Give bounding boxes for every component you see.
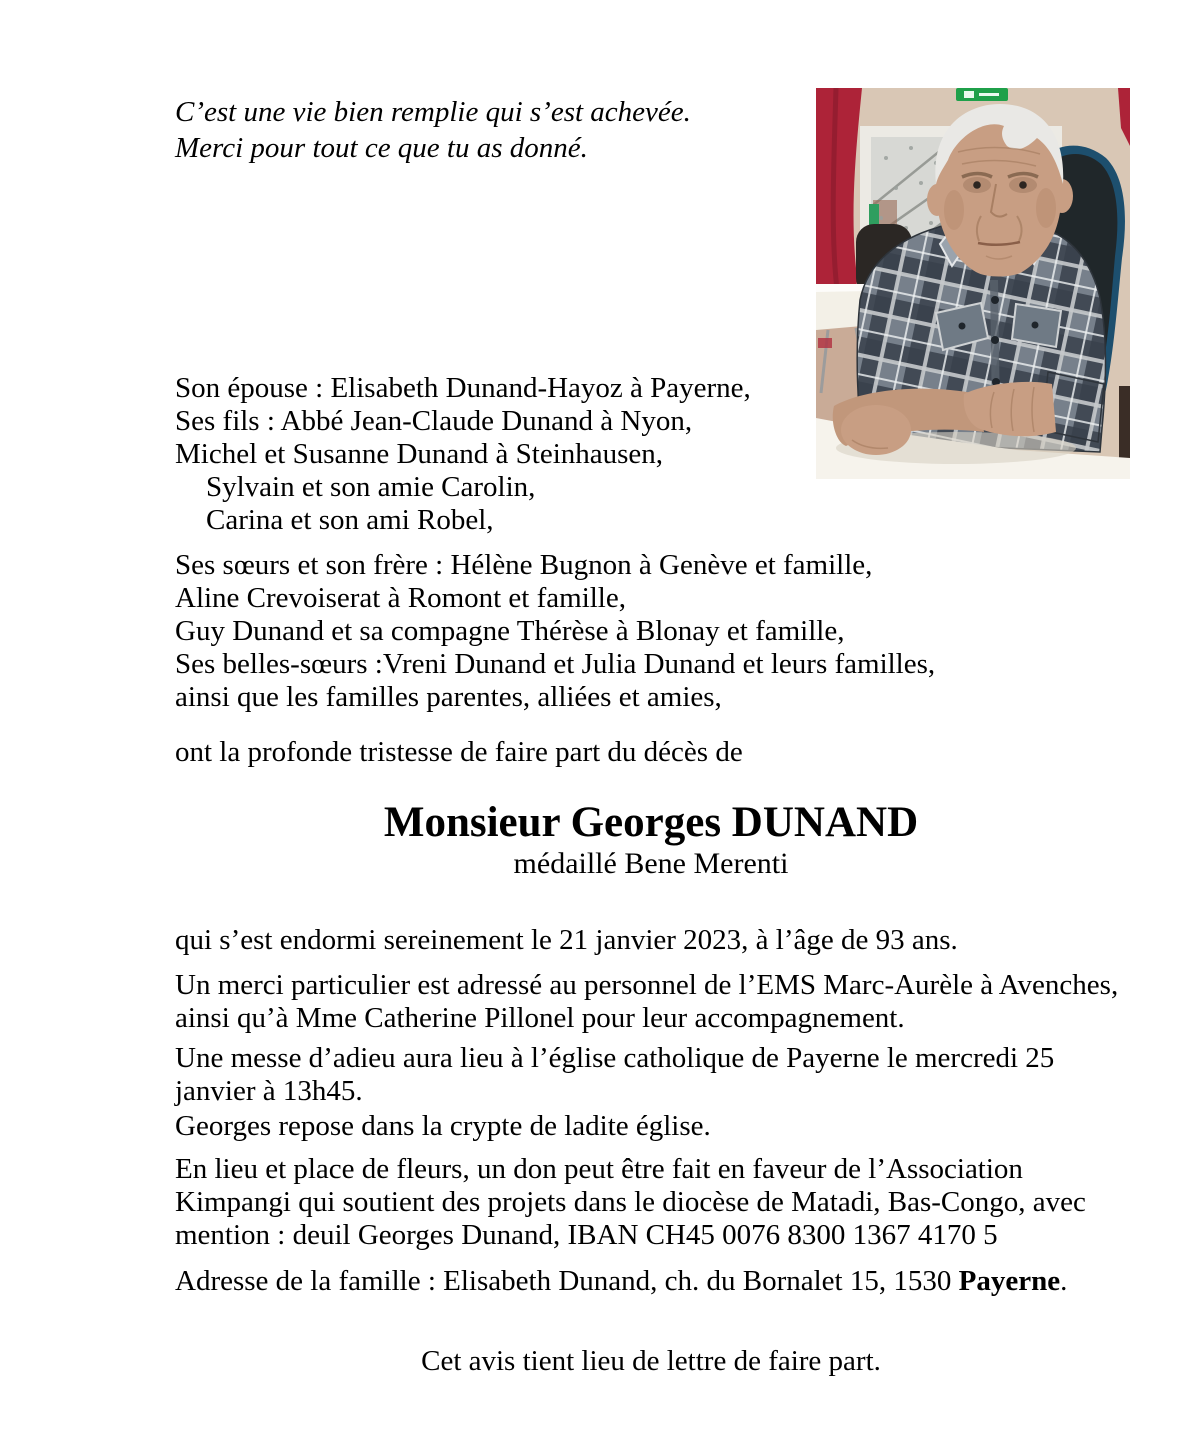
cheek-shade-left [944,190,964,230]
small-green-sign [869,204,879,226]
donation-line: Kimpangi qui soutient des projets dans le diocèse de Matadi, Bas-Congo, avec [175,1186,1086,1218]
announcement-line: ont la profonde tristesse de faire part du décès de [175,736,743,768]
address-city: Payerne [958,1265,1061,1297]
mass-line: janvier à 13h45. [175,1075,363,1107]
address-text: Adresse de la famille : Elisabeth Dunand, ch. du Bornalet 15, 1530 [175,1265,959,1297]
family-block-1 [175,372,1127,537]
epigraph-line-2: Merci pour tout ce que tu as donné. [175,132,588,164]
epigraph [175,94,691,166]
thanks-line: ainsi qu’à Mme Catherine Pillonel pour leur accompagnement. [175,1002,905,1034]
family-line: Sylvain et son amie Carolin, [206,471,536,503]
family-line: Ses sœurs et son frère : Hélène Bugnon à Genève et famille, [175,549,873,581]
family-line: Ses belles-sœurs :Vreni Dunand et Julia Dunand et leurs familles, [175,648,936,680]
announcement-body [175,372,1127,1378]
family-line: Aline Crevoiserat à Romont et famille, [175,582,626,614]
family-address [175,1265,1127,1298]
donation-paragraph [175,1153,1127,1252]
family-line: ainsi que les familles parentes, alliées et amies, [175,681,722,713]
deceased-distinction: médaillé Bene Merenti [513,847,789,880]
thanks-paragraph [175,969,1127,1035]
cheek-shade-right [1036,188,1056,228]
death-paragraph: qui s’est endormi sereinement le 21 janvier 2023, à l’âge de 93 ans. [175,924,958,956]
family-block-2 [175,549,1127,714]
family-line: Son épouse : Elisabeth Dunand-Hayoz à Payerne, [175,372,751,404]
donation-line: mention : deuil Georges Dunand, IBAN CH45 0076 8300 1367 4170 5 [175,1219,998,1251]
repose-paragraph: Georges repose dans la crypte de ladite église. [175,1110,711,1142]
family-line: Michel et Susanne Dunand à Steinhausen, [175,438,664,470]
deceased-name: Monsieur Georges DUNAND [383,799,919,846]
family-line: Carina et son ami Robel, [206,504,494,536]
thanks-line: Un merci particulier est adressé au personnel de l’EMS Marc-Aurèle à Avenches, [175,969,1119,1001]
epigraph-line-1: C’est une vie bien remplie qui s’est achevée. [175,96,691,128]
family-line: Guy Dunand et sa compagne Thérèse à Blonay et famille, [175,615,845,647]
family-line: Ses fils : Abbé Jean-Claude Dunand à Nyon, [175,405,693,437]
footer-note: Cet avis tient lieu de lettre de faire part. [421,1345,881,1377]
donation-line: En lieu et place de fleurs, un don peut être fait en faveur de l’Association [175,1153,1023,1185]
exit-sign [956,88,1008,101]
mass-paragraph [175,1042,1127,1108]
mass-line: Une messe d’adieu aura lieu à l’église catholique de Payerne le mercredi 25 [175,1042,1055,1074]
address-period: . [1060,1265,1068,1297]
